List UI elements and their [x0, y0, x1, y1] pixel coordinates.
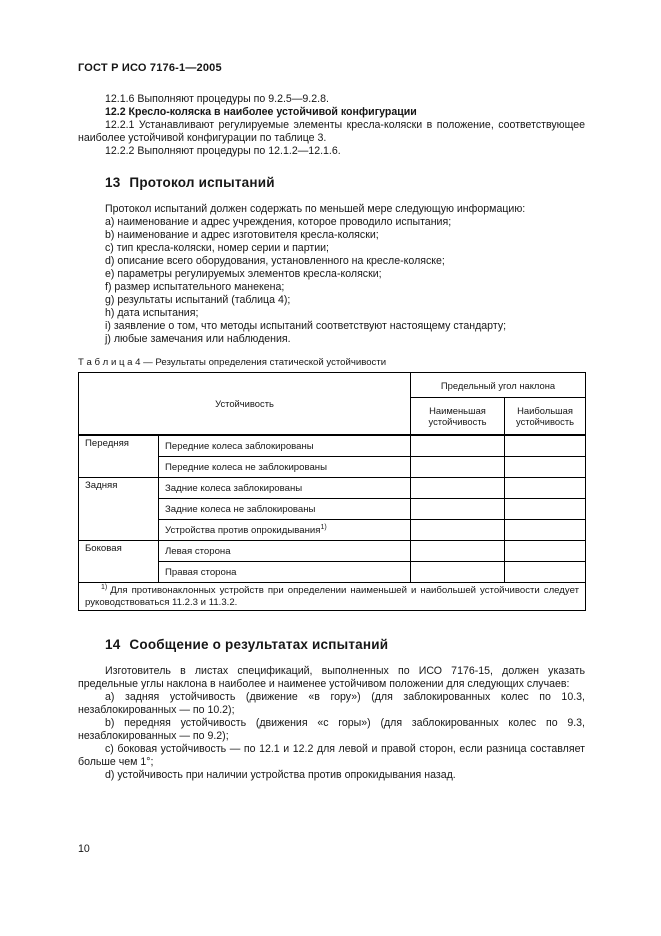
- section-13-number: 13: [105, 175, 121, 190]
- result-cell-max: [505, 541, 586, 562]
- result-cell-max: [505, 562, 586, 583]
- page-content: [78, 62, 585, 782]
- section-14-title-text: Сообщение о результатах испытаний: [129, 637, 389, 652]
- result-cell-max: [505, 520, 586, 541]
- results-table: [78, 372, 586, 611]
- condition-cell: Задние колеса не заблокированы: [159, 499, 411, 520]
- paragraph-12-2-2: 12.2.2 Выполняют процедуры по 12.1.2—12.1.6.: [105, 145, 341, 157]
- footnote-marker: 1): [101, 583, 108, 591]
- section-14-heading: [105, 637, 585, 652]
- table-header-row-1: [79, 373, 586, 398]
- table-footnote: [79, 583, 586, 611]
- group-cell-front: Передняя: [79, 435, 159, 478]
- paragraph-12-2-1: 12.2.1 Устанавливают регулируемые элементы кресла-коляски в положение, соответствующее наиболее устойчивой конфигурации по таблице 3.: [78, 119, 585, 144]
- section-13-heading: [105, 175, 585, 190]
- list-item-h: h) дата испытания;: [105, 307, 199, 319]
- result-cell-min: [411, 499, 505, 520]
- paragraph-12-1-6: 12.1.6 Выполняют процедуры по 9.2.5—9.2.8.: [105, 93, 329, 105]
- header-cell-angle-group: Предельный угол наклона: [411, 373, 586, 398]
- result-cell-min: [411, 541, 505, 562]
- condition-cell: Передние колеса заблокированы: [159, 435, 411, 457]
- result-cell-max: [505, 457, 586, 478]
- condition-cell: Передние колеса не заблокированы: [159, 457, 411, 478]
- document-header: ГОСТ Р ИСО 7176-1—2005: [78, 62, 222, 74]
- section-14-number: 14: [105, 637, 121, 652]
- footnote-marker: 1): [320, 523, 327, 531]
- list-item-j: j) любые замечания или наблюдения.: [105, 333, 291, 345]
- list-item-e: e) параметры регулируемых элементов кресла-коляски;: [105, 268, 382, 280]
- condition-cell: Левая сторона: [159, 541, 411, 562]
- list-item-f: f) размер испытательного манекена;: [105, 281, 285, 293]
- list-item-c: c) тип кресла-коляски, номер серии и партии;: [105, 242, 329, 254]
- result-cell-min: [411, 562, 505, 583]
- table-4-caption: Т а б л и ц а 4 — Результаты определения статической устойчивости: [78, 357, 387, 368]
- header-cell-min-stability: Наименьшая устойчивость: [411, 398, 505, 436]
- list-item-g: g) результаты испытаний (таблица 4);: [105, 294, 291, 306]
- section-13-title-text: Протокол испытаний: [129, 175, 275, 190]
- section-13-intro: Протокол испытаний должен содержать по меньшей мере следующую информацию:: [105, 203, 526, 215]
- condition-cell: Правая сторона: [159, 562, 411, 583]
- result-cell-max: [505, 435, 586, 457]
- table-row: [79, 435, 586, 457]
- result-cell-max: [505, 478, 586, 499]
- list-item-d: d) описание всего оборудования, установленного на кресле-коляске;: [105, 255, 445, 267]
- section-14-intro: Изготовитель в листах спецификаций, выполненных по ИСО 7176-15, должен указать предельные углы наклона в наиболее и наименее устойчивом положении для следующих случаев:: [78, 665, 585, 690]
- page-number: 10: [78, 843, 90, 855]
- header-cell-max-stability: Наибольшая устойчивость: [505, 398, 586, 436]
- result-cell-max: [505, 499, 586, 520]
- footnote-text: Для противонаклонных устройств при определении наименьшей и наибольшей устойчивости следует руководствоваться 11.2.3 и 11.3.2.: [85, 585, 580, 608]
- subsection-12-2-heading: 12.2 Кресло-коляска в наиболее устойчивой конфигурации: [105, 106, 417, 118]
- table-row: [79, 541, 586, 562]
- group-cell-side: Боковая: [79, 541, 159, 583]
- list-item-d: d) устойчивость при наличии устройства против опрокидывания назад.: [105, 769, 456, 781]
- list-item-i: i) заявление о том, что методы испытаний соответствуют настоящему стандарту;: [105, 320, 507, 332]
- list-item-c: c) боковая устойчивость — по 12.1 и 12.2 для левой и правой сторон, если разница составляет больше чем 1°;: [78, 743, 585, 768]
- result-cell-min: [411, 457, 505, 478]
- list-item-b: b) передняя устойчивость (движения «с горы») (для заблокированных колес по 9.3, незаблокированных — по 9.2);: [78, 717, 585, 742]
- header-cell-stability: Устойчивость: [79, 373, 411, 436]
- condition-cell: Задние колеса заблокированы: [159, 478, 411, 499]
- condition-text: Устройства против опрокидывания: [165, 524, 321, 536]
- list-item-a: a) задняя устойчивость (движение «в гору») (для заблокированных колес по 10.3, незаблокированных — по 10.2);: [78, 691, 585, 716]
- result-cell-min: [411, 520, 505, 541]
- result-cell-min: [411, 435, 505, 457]
- table-footnote-row: [79, 583, 586, 611]
- result-cell-min: [411, 478, 505, 499]
- condition-cell: [159, 520, 411, 541]
- list-item-b: b) наименование и адрес изготовителя кресла-коляски;: [105, 229, 379, 241]
- group-cell-rear: Задняя: [79, 478, 159, 541]
- table-row: [79, 478, 586, 499]
- list-item-a: a) наименование и адрес учреждения, которое проводило испытания;: [105, 216, 452, 228]
